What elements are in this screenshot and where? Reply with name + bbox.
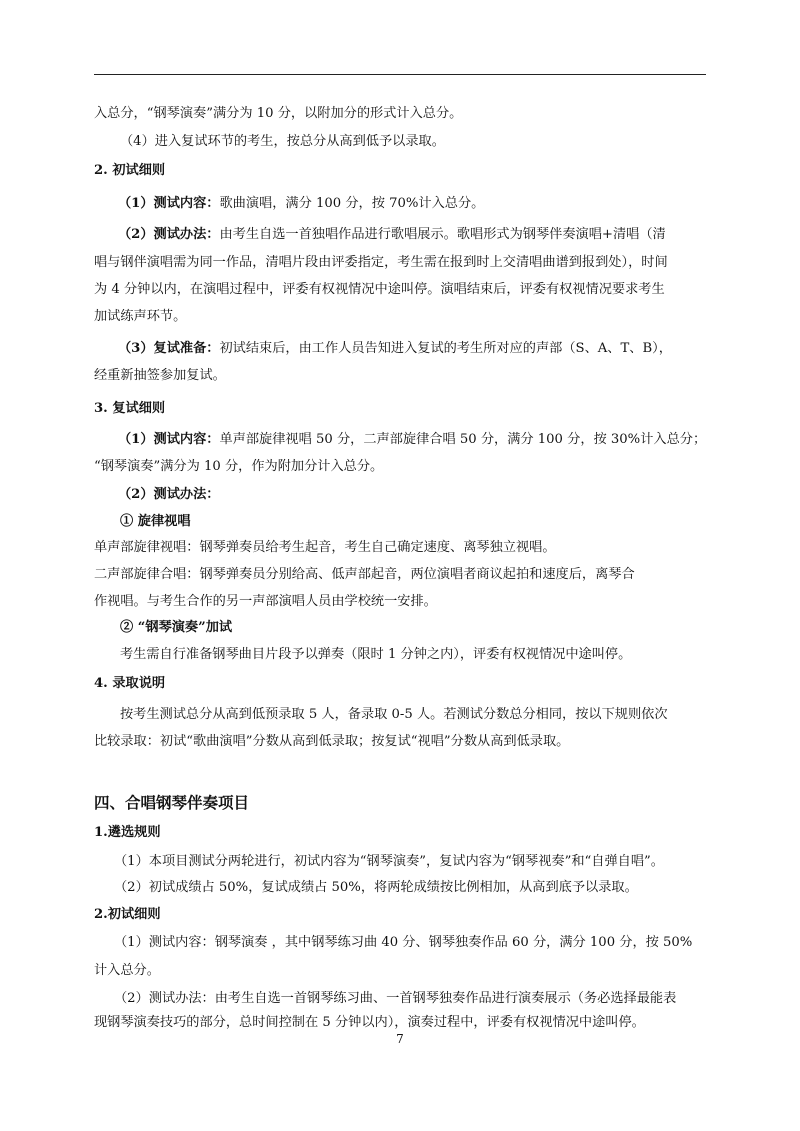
- item-label: （1）测试内容：: [118, 432, 220, 447]
- sub-heading: ② “钢琴演奏”加试: [120, 620, 233, 635]
- section-heading: 1.遴选规则: [94, 825, 161, 840]
- text-line: 计入总分。: [94, 963, 160, 978]
- item-label: （1）测试内容：: [118, 196, 220, 211]
- text-line: 为 4 分钟以内，在演唱过程中，评委有权视情况中途叫停。演唱结束后，评委有权视情况要求考生: [94, 282, 665, 297]
- item-label: （2）测试办法：: [118, 487, 220, 502]
- text-line: 经重新抽签参加复试。: [94, 368, 226, 383]
- item-label: （2）测试办法：: [118, 227, 220, 242]
- text-line: 按考生测试总分从高到低预录取 5 人，备录取 0-5 人。若测试分数总分相同，按以下规则依次: [120, 707, 668, 722]
- text-line: 入总分，“钢琴演奏”满分为 10 分，以附加分的形式计入总分。: [94, 106, 463, 121]
- item-text: 歌曲演唱，满分 100 分，按 70%计入总分。: [219, 196, 485, 211]
- text-line: （1）本项目测试分两轮进行，初试内容为“钢琴演奏”，复试内容为“钢琴视奏”和“自弹自唱”。: [114, 854, 664, 869]
- paragraph: [118, 194, 730, 214]
- paragraph: [118, 430, 730, 450]
- header-rule: [94, 74, 706, 75]
- text-line: （2）初试成绩占 50%，复试成绩占 50%，将两轮成绩按比例相加，从高到底予以录取。: [114, 880, 638, 895]
- item-text: 单声部旋律视唱 50 分，二声部旋律合唱 50 分，满分 100 分，按 30%计入总分；: [219, 432, 707, 447]
- text-line: （1）测试内容：钢琴演奏 ，其中钢琴练习曲 40 分、钢琴独奏作品 60 分，满分 100 分，按 50%: [114, 935, 693, 950]
- text-line: 唱与钢伴演唱需为同一作品，清唱片段由评委指定，考生需在报到时上交清唱曲谱到报到处），时间: [94, 255, 668, 270]
- section-heading: 4. 录取说明: [94, 676, 166, 691]
- section-heading: 2. 初试细则: [94, 163, 166, 178]
- text-line: （4）进入复试环节的考生，按总分从高到低予以录取。: [120, 134, 445, 149]
- section-heading: 3. 复试细则: [94, 401, 166, 416]
- section-heading: 2.初试细则: [94, 907, 161, 922]
- text-line: 加试练声环节。: [94, 309, 187, 324]
- paragraph: [118, 339, 730, 359]
- text-line: 考生需自行准备钢琴曲目片段予以弹奏（限时 1 分钟之内），评委有权视情况中途叫停。: [120, 647, 632, 662]
- paragraph: [118, 225, 730, 245]
- text-line: 现钢琴演奏技巧的部分，总时间控制在 5 分钟以内），演奏过程中，评委有权视情况中途叫停。: [94, 1015, 645, 1030]
- text-line: 比较录取：初试“歌曲演唱”分数从高到低录取；按复试“视唱”分数从高到低录取。: [94, 734, 570, 749]
- text-line: 二声部旋律合唱：钢琴弹奏员分别给高、低声部起音，两位演唱者商议起拍和速度后，离琴合: [94, 567, 635, 582]
- text-line: “钢琴演奏”满分为 10 分，作为附加分计入总分。: [94, 459, 384, 474]
- text-line: 作视唱。与考生合作的另一声部演唱人员由学校统一安排。: [94, 594, 437, 609]
- item-text: 初试结束后，由工作人员告知进入复试的考生所对应的声部（S、A、T、B），: [219, 341, 672, 356]
- sub-heading: ① 旋律视唱: [120, 514, 191, 529]
- chapter-heading: 四、合唱钢琴伴奏项目: [94, 793, 250, 812]
- item-text: 由考生自选一首独唱作品进行歌唱展示。歌唱形式为钢琴伴奏演唱+清唱（清: [219, 227, 666, 242]
- page-number: 7: [396, 1032, 404, 1046]
- text-line: 单声部旋律视唱：钢琴弹奏员给考生起音，考生自己确定速度、离琴独立视唱。: [94, 540, 556, 555]
- item-label: （3）复试准备：: [118, 341, 220, 356]
- text-line: （2）测试办法：由考生自选一首钢琴练习曲、一首钢琴独奏作品进行演奏展示（务必选择最能表: [114, 991, 677, 1006]
